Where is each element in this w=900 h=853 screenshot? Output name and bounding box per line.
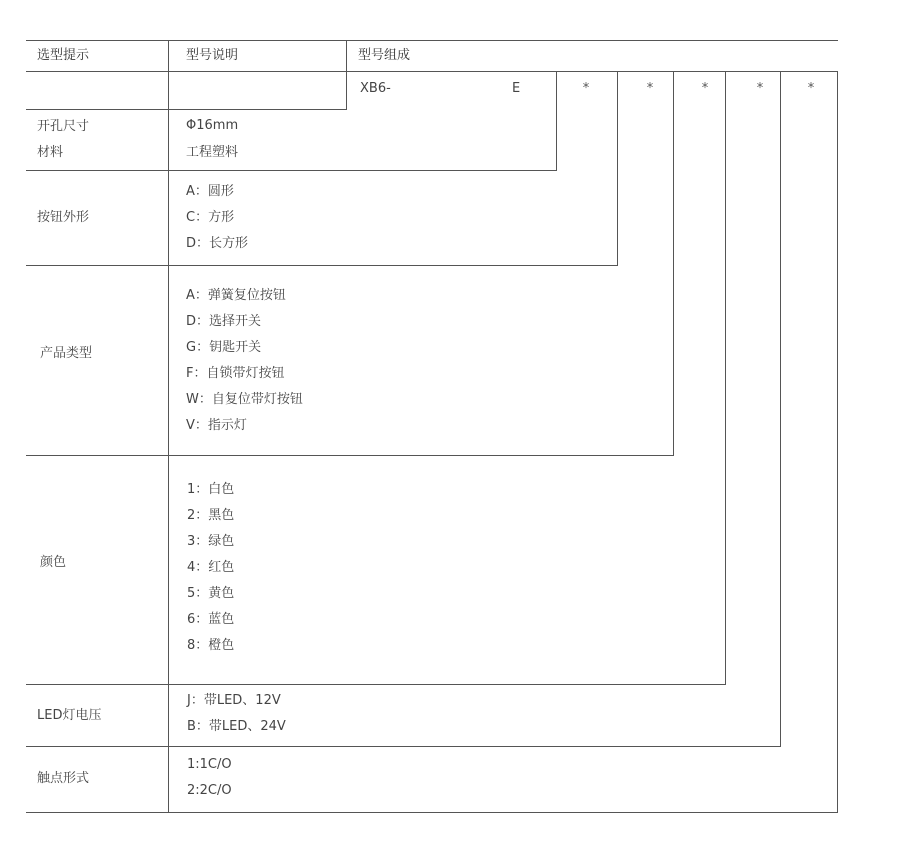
- list-item: D：选择开关: [186, 314, 262, 329]
- header-model-description: 型号说明: [186, 48, 239, 63]
- wildcard-type: *: [646, 81, 654, 96]
- material-code: E: [512, 81, 521, 96]
- wildcard-led: *: [756, 81, 764, 96]
- list-item: 2:2C/O: [187, 783, 232, 798]
- list-item: 1：白色: [187, 482, 235, 497]
- label-hole-size: 开孔尺寸: [37, 119, 90, 134]
- list-item: G：钥匙开关: [186, 340, 262, 355]
- list-item: C：方形: [186, 210, 235, 225]
- label-contact-form: 触点形式: [37, 771, 90, 786]
- wildcard-shape: *: [582, 81, 590, 96]
- list-item: W：自复位带灯按钮: [186, 392, 303, 407]
- list-item: B：带LED、24V: [187, 719, 286, 734]
- list-item: D：长方形: [186, 236, 249, 251]
- label-button-shape: 按钮外形: [37, 210, 90, 225]
- list-item: A：圆形: [186, 184, 234, 199]
- list-item: 6：蓝色: [187, 612, 235, 627]
- value-hole-size: Φ16mm: [186, 118, 239, 133]
- list-item: A：弹簧复位按钮: [186, 288, 286, 303]
- list-item: 5：黄色: [187, 586, 235, 601]
- model-prefix: XB6-: [360, 81, 391, 96]
- list-item: J：带LED、12V: [187, 693, 281, 708]
- list-item: 4：红色: [187, 560, 235, 575]
- list-item: 3：绿色: [187, 534, 235, 549]
- header-model-composition: 型号组成: [358, 48, 411, 63]
- list-item: 2：黑色: [187, 508, 235, 523]
- label-material: 材料: [37, 145, 64, 160]
- list-item: F：自锁带灯按钮: [186, 366, 285, 381]
- list-item: V：指示灯: [186, 418, 247, 433]
- wildcard-color: *: [701, 81, 709, 96]
- header-selection-tip: 选型提示: [37, 48, 90, 63]
- label-color: 颜色: [40, 555, 67, 570]
- value-material: 工程塑料: [186, 145, 239, 160]
- list-item: 8：橙色: [187, 638, 235, 653]
- label-product-type: 产品类型: [40, 346, 93, 361]
- wildcard-contact: *: [807, 81, 815, 96]
- list-item: 1:1C/O: [187, 757, 232, 772]
- label-led-voltage: LED灯电压: [37, 708, 102, 723]
